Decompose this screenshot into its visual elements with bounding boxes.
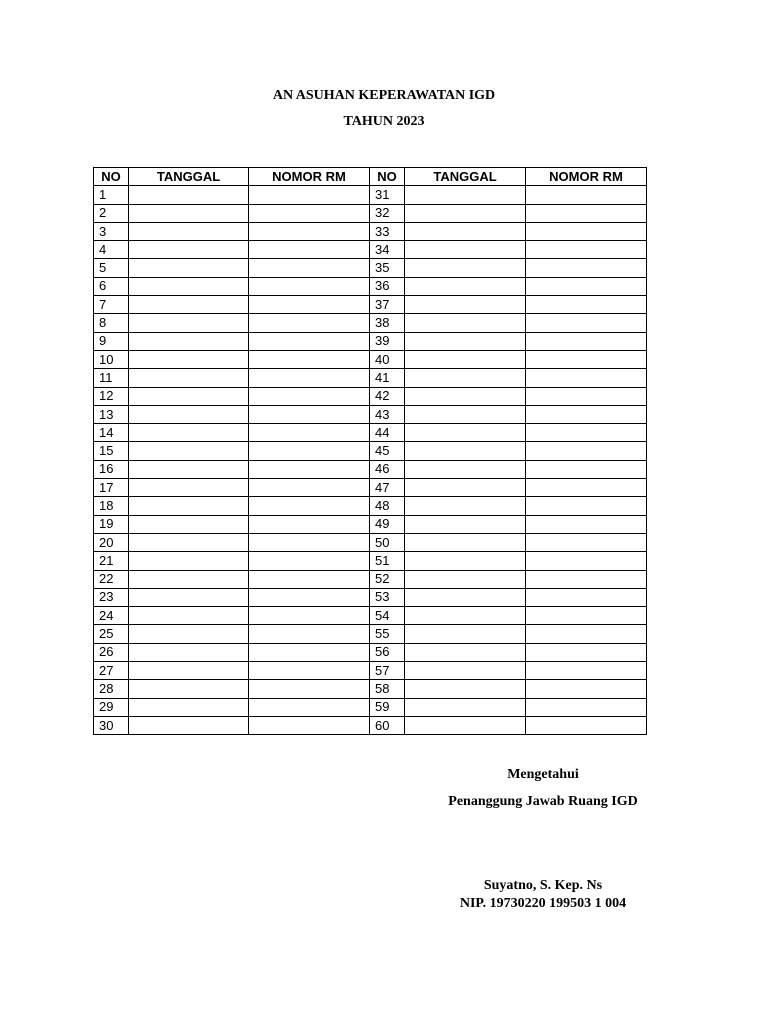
row-nomor-rm-left <box>249 570 370 588</box>
row-nomor-rm-right <box>526 698 647 716</box>
row-tanggal-right <box>405 515 526 533</box>
row-no-right: 45 <box>370 442 405 460</box>
row-nomor-rm-right <box>526 332 647 350</box>
row-nomor-rm-right <box>526 424 647 442</box>
acknowledged-label: Mengetahui <box>507 767 579 782</box>
row-no-right: 60 <box>370 716 405 734</box>
row-tanggal-right <box>405 716 526 734</box>
row-no-right: 55 <box>370 625 405 643</box>
table-row <box>94 533 647 551</box>
row-tanggal-left <box>129 387 249 405</box>
row-nomor-rm-left <box>249 424 370 442</box>
table-row <box>94 552 647 570</box>
row-nomor-rm-right <box>526 716 647 734</box>
row-no-right: 41 <box>370 369 405 387</box>
row-nomor-rm-left <box>249 479 370 497</box>
row-no-right: 52 <box>370 570 405 588</box>
row-tanggal-right <box>405 643 526 661</box>
row-no-right: 40 <box>370 350 405 368</box>
header-nomor-rm-left: NOMOR RM <box>249 168 370 186</box>
row-nomor-rm-left <box>249 259 370 277</box>
row-nomor-rm-left <box>249 643 370 661</box>
row-no-right: 34 <box>370 241 405 259</box>
row-nomor-rm-left <box>249 332 370 350</box>
row-tanggal-right <box>405 552 526 570</box>
row-no-right: 35 <box>370 259 405 277</box>
row-no-left: 13 <box>94 405 129 423</box>
row-no-left: 26 <box>94 643 129 661</box>
register-table-body <box>94 186 647 735</box>
table-row <box>94 479 647 497</box>
header-nomor-rm-right: NOMOR RM <box>526 168 647 186</box>
row-no-left: 4 <box>94 241 129 259</box>
row-no-right: 32 <box>370 204 405 222</box>
row-nomor-rm-left <box>249 369 370 387</box>
table-row <box>94 570 647 588</box>
table-row <box>94 698 647 716</box>
row-nomor-rm-right <box>526 588 647 606</box>
row-no-right: 47 <box>370 479 405 497</box>
row-no-right: 57 <box>370 662 405 680</box>
row-tanggal-left <box>129 643 249 661</box>
row-nomor-rm-left <box>249 588 370 606</box>
row-no-left: 21 <box>94 552 129 570</box>
row-nomor-rm-right <box>526 405 647 423</box>
row-nomor-rm-left <box>249 497 370 515</box>
row-no-left: 30 <box>94 716 129 734</box>
row-tanggal-right <box>405 405 526 423</box>
row-no-right: 58 <box>370 680 405 698</box>
row-nomor-rm-right <box>526 680 647 698</box>
row-no-left: 7 <box>94 296 129 314</box>
row-nomor-rm-left <box>249 533 370 551</box>
table-row <box>94 515 647 533</box>
row-nomor-rm-left <box>249 698 370 716</box>
register-table <box>93 167 647 735</box>
row-tanggal-left <box>129 607 249 625</box>
table-row <box>94 204 647 222</box>
table-row <box>94 680 647 698</box>
row-no-right: 54 <box>370 607 405 625</box>
row-nomor-rm-left <box>249 716 370 734</box>
row-no-left: 11 <box>94 369 129 387</box>
row-tanggal-right <box>405 662 526 680</box>
row-tanggal-right <box>405 332 526 350</box>
row-tanggal-left <box>129 296 249 314</box>
row-no-left: 15 <box>94 442 129 460</box>
header-tanggal-right: TANGGAL <box>405 168 526 186</box>
row-nomor-rm-right <box>526 296 647 314</box>
row-no-right: 46 <box>370 460 405 478</box>
table-row <box>94 643 647 661</box>
row-tanggal-right <box>405 625 526 643</box>
row-nomor-rm-right <box>526 479 647 497</box>
row-tanggal-right <box>405 369 526 387</box>
row-nomor-rm-left <box>249 607 370 625</box>
row-tanggal-right <box>405 533 526 551</box>
row-nomor-rm-right <box>526 570 647 588</box>
row-nomor-rm-right <box>526 460 647 478</box>
row-tanggal-right <box>405 204 526 222</box>
row-nomor-rm-right <box>526 442 647 460</box>
row-nomor-rm-right <box>526 662 647 680</box>
row-tanggal-right <box>405 442 526 460</box>
row-tanggal-right <box>405 424 526 442</box>
row-nomor-rm-left <box>249 277 370 295</box>
table-header-row <box>94 168 647 186</box>
row-tanggal-left <box>129 259 249 277</box>
row-tanggal-left <box>129 222 249 240</box>
row-tanggal-left <box>129 405 249 423</box>
row-tanggal-right <box>405 277 526 295</box>
row-tanggal-left <box>129 460 249 478</box>
row-tanggal-left <box>129 241 249 259</box>
row-tanggal-right <box>405 259 526 277</box>
row-nomor-rm-left <box>249 405 370 423</box>
row-no-left: 18 <box>94 497 129 515</box>
row-no-left: 24 <box>94 607 129 625</box>
row-no-right: 31 <box>370 186 405 204</box>
table-row <box>94 442 647 460</box>
row-no-right: 36 <box>370 277 405 295</box>
row-no-right: 56 <box>370 643 405 661</box>
row-tanggal-left <box>129 369 249 387</box>
row-tanggal-left <box>129 662 249 680</box>
row-tanggal-right <box>405 387 526 405</box>
row-tanggal-left <box>129 497 249 515</box>
row-nomor-rm-left <box>249 350 370 368</box>
row-tanggal-right <box>405 186 526 204</box>
row-no-right: 51 <box>370 552 405 570</box>
row-no-left: 28 <box>94 680 129 698</box>
row-no-left: 25 <box>94 625 129 643</box>
row-nomor-rm-right <box>526 314 647 332</box>
row-nomor-rm-right <box>526 625 647 643</box>
document-title: AN ASUHAN KEPERAWATAN IGD <box>272 88 496 103</box>
row-nomor-rm-right <box>526 204 647 222</box>
table-row <box>94 424 647 442</box>
row-nomor-rm-left <box>249 680 370 698</box>
row-tanggal-right <box>405 497 526 515</box>
row-no-left: 2 <box>94 204 129 222</box>
table-row <box>94 460 647 478</box>
table-row <box>94 607 647 625</box>
row-no-left: 1 <box>94 186 129 204</box>
row-no-right: 48 <box>370 497 405 515</box>
row-tanggal-left <box>129 479 249 497</box>
row-nomor-rm-left <box>249 296 370 314</box>
table-row <box>94 497 647 515</box>
signatory-role: Penanggung Jawab Ruang IGD <box>448 794 638 809</box>
row-nomor-rm-right <box>526 241 647 259</box>
row-tanggal-left <box>129 515 249 533</box>
row-nomor-rm-left <box>249 314 370 332</box>
row-tanggal-right <box>405 460 526 478</box>
table-row <box>94 350 647 368</box>
row-nomor-rm-right <box>526 607 647 625</box>
row-nomor-rm-right <box>526 369 647 387</box>
row-no-left: 10 <box>94 350 129 368</box>
row-tanggal-right <box>405 314 526 332</box>
row-tanggal-left <box>129 698 249 716</box>
table-row <box>94 716 647 734</box>
table-row <box>94 186 647 204</box>
row-tanggal-left <box>129 625 249 643</box>
row-nomor-rm-right <box>526 222 647 240</box>
row-tanggal-right <box>405 241 526 259</box>
row-nomor-rm-left <box>249 186 370 204</box>
row-no-right: 49 <box>370 515 405 533</box>
row-nomor-rm-left <box>249 552 370 570</box>
row-tanggal-left <box>129 204 249 222</box>
row-no-left: 29 <box>94 698 129 716</box>
row-no-right: 59 <box>370 698 405 716</box>
row-tanggal-right <box>405 680 526 698</box>
row-tanggal-left <box>129 588 249 606</box>
row-no-right: 50 <box>370 533 405 551</box>
row-tanggal-left <box>129 424 249 442</box>
row-tanggal-left <box>129 570 249 588</box>
row-nomor-rm-left <box>249 662 370 680</box>
row-nomor-rm-right <box>526 387 647 405</box>
row-tanggal-left <box>129 716 249 734</box>
signatory-nip: NIP. 19730220 199503 1 004 <box>459 896 627 911</box>
row-no-left: 19 <box>94 515 129 533</box>
row-tanggal-right <box>405 350 526 368</box>
table-row <box>94 296 647 314</box>
row-nomor-rm-right <box>526 277 647 295</box>
table-row <box>94 332 647 350</box>
row-tanggal-left <box>129 533 249 551</box>
row-no-left: 12 <box>94 387 129 405</box>
row-tanggal-left <box>129 332 249 350</box>
signatory-name: Suyatno, S. Kep. Ns <box>483 878 603 893</box>
row-nomor-rm-left <box>249 241 370 259</box>
row-no-left: 14 <box>94 424 129 442</box>
row-nomor-rm-left <box>249 442 370 460</box>
row-nomor-rm-right <box>526 186 647 204</box>
header-no-left: NO <box>94 168 129 186</box>
table-row <box>94 588 647 606</box>
row-no-left: 16 <box>94 460 129 478</box>
row-tanggal-right <box>405 607 526 625</box>
row-tanggal-right <box>405 698 526 716</box>
row-nomor-rm-left <box>249 222 370 240</box>
row-no-left: 6 <box>94 277 129 295</box>
table-row <box>94 314 647 332</box>
row-no-left: 3 <box>94 222 129 240</box>
table-row <box>94 369 647 387</box>
row-tanggal-left <box>129 350 249 368</box>
row-nomor-rm-right <box>526 350 647 368</box>
table-row <box>94 259 647 277</box>
row-no-left: 17 <box>94 479 129 497</box>
row-nomor-rm-left <box>249 625 370 643</box>
row-no-right: 39 <box>370 332 405 350</box>
table-row <box>94 241 647 259</box>
row-no-right: 44 <box>370 424 405 442</box>
row-no-left: 23 <box>94 588 129 606</box>
row-no-left: 5 <box>94 259 129 277</box>
row-nomor-rm-right <box>526 259 647 277</box>
table-row <box>94 222 647 240</box>
row-nomor-rm-right <box>526 643 647 661</box>
row-tanggal-right <box>405 479 526 497</box>
row-tanggal-right <box>405 222 526 240</box>
row-nomor-rm-left <box>249 460 370 478</box>
row-tanggal-right <box>405 588 526 606</box>
row-no-left: 20 <box>94 533 129 551</box>
row-no-left: 9 <box>94 332 129 350</box>
table-row <box>94 277 647 295</box>
row-no-left: 8 <box>94 314 129 332</box>
row-nomor-rm-right <box>526 552 647 570</box>
row-nomor-rm-right <box>526 497 647 515</box>
row-tanggal-left <box>129 186 249 204</box>
row-nomor-rm-left <box>249 387 370 405</box>
table-row <box>94 625 647 643</box>
row-tanggal-left <box>129 552 249 570</box>
row-tanggal-left <box>129 314 249 332</box>
document-year-title: TAHUN 2023 <box>343 114 425 129</box>
row-tanggal-right <box>405 296 526 314</box>
row-tanggal-left <box>129 680 249 698</box>
table-row <box>94 662 647 680</box>
row-no-right: 33 <box>370 222 405 240</box>
header-no-right: NO <box>370 168 405 186</box>
row-no-right: 53 <box>370 588 405 606</box>
row-no-left: 22 <box>94 570 129 588</box>
row-no-right: 37 <box>370 296 405 314</box>
row-nomor-rm-right <box>526 533 647 551</box>
row-no-right: 42 <box>370 387 405 405</box>
row-tanggal-right <box>405 570 526 588</box>
row-tanggal-left <box>129 442 249 460</box>
row-nomor-rm-left <box>249 515 370 533</box>
row-no-right: 38 <box>370 314 405 332</box>
row-no-right: 43 <box>370 405 405 423</box>
row-nomor-rm-left <box>249 204 370 222</box>
header-tanggal-left: TANGGAL <box>129 168 249 186</box>
row-tanggal-left <box>129 277 249 295</box>
row-no-left: 27 <box>94 662 129 680</box>
table-row <box>94 405 647 423</box>
row-nomor-rm-right <box>526 515 647 533</box>
table-row <box>94 387 647 405</box>
